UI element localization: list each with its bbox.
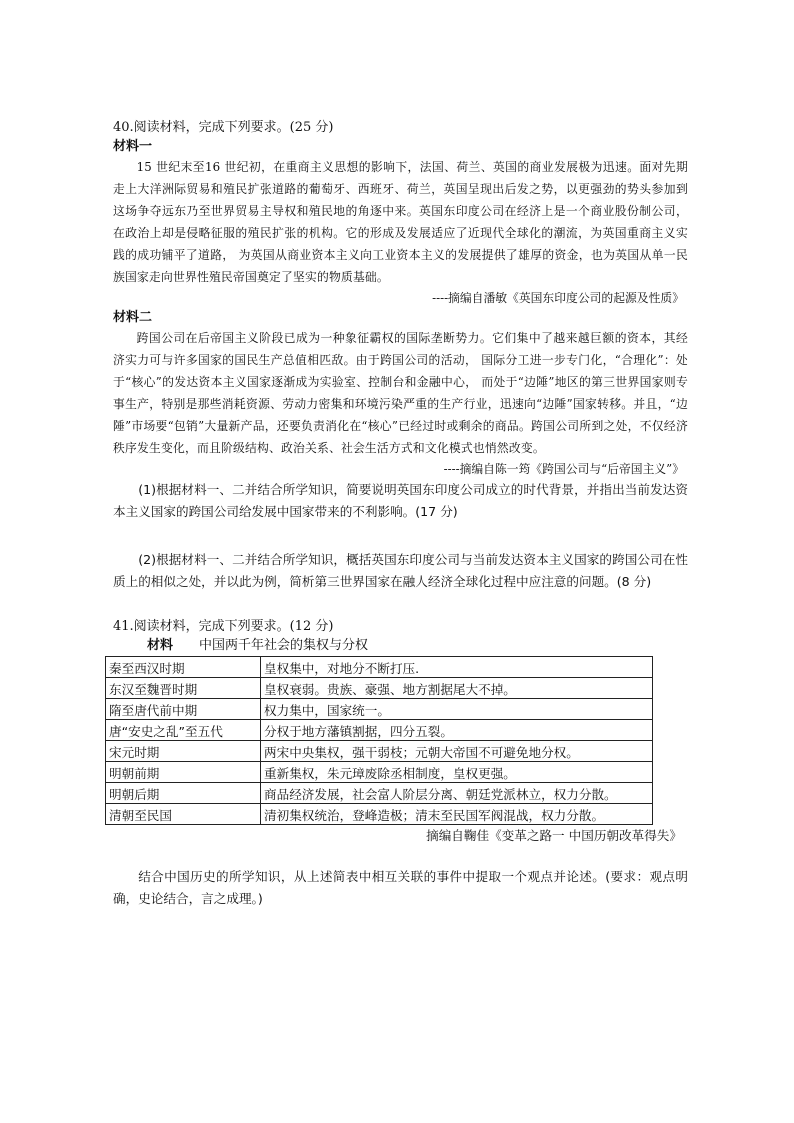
table-row: [106, 741, 653, 762]
question-41-title: 41.阅读材料，完成下列要求。(12 分): [113, 619, 334, 634]
material-label: 材料: [147, 638, 174, 653]
period-cell: 明朝后期: [106, 783, 261, 804]
material-1-label: 材料一: [113, 139, 153, 154]
period-cell: 宋元时期: [106, 741, 261, 762]
question-40-sub-1: (1)根据材料一、二并结合所学知识，简要说明英国东印度公司成立的时代背景，并指出当前发达资本主义国家的跨国公司给发展中国家带来的不利影响。(17 分): [113, 482, 688, 519]
table-source: 摘编自鞠佳《变革之路一 中国历朝改革得失》: [426, 828, 682, 843]
material-2-label: 材料二: [113, 310, 153, 325]
material-2-source: ----摘编自陈一筠《跨国公司与“后帝国主义”》: [443, 462, 684, 476]
period-cell: 秦至西汉时期: [106, 657, 261, 678]
table-row: [106, 762, 653, 783]
desc-cell: 商品经济发展，社会富人阶层分离、朝廷党派林立，权力分散。: [261, 783, 653, 804]
desc-cell: 两宋中央集权，强干弱枝；元朝大帝国不可避免地分权。: [261, 741, 653, 762]
period-cell: 清朝至民国: [106, 804, 261, 825]
desc-cell: 皇权衰弱。贵族、豪强、地方割据尾大不掉。: [261, 678, 653, 699]
table-row: [106, 699, 653, 720]
period-cell: 隋至唐代前中期: [106, 699, 261, 720]
period-cell: 唐“安史之乱”至五代: [106, 720, 261, 741]
desc-cell: 清初集权统治，登峰造极；清末至民国军阀混战，权力分散。: [261, 804, 653, 825]
table-row: [106, 720, 653, 741]
material-1-source: ----摘编自潘敏《英国东印度公司的起源及性质》: [432, 291, 684, 305]
desc-cell: 权力集中，国家统一。: [261, 699, 653, 720]
period-cell: 明朝前期: [106, 762, 261, 783]
material-2-text: 跨国公司在后帝国主义阶段已成为一种象征霸权的国际垄断势力。它们集中了越来越巨额的资本，其经济实力可与许多国家的国民生产总值相匹敌。由于跨国公司的活动， 国际分工进一步专门化，“合理化”：处于“核心”的发达资本主义国家逐渐成为实验室、控制台和金融中心， 而处于“边陲”地区的第三世界国家则专事生产，特别是那些消耗资源、劳动力密集和环境污染严重的生产行业，迅速向“边陲”国家转移。并且，“边陲”市场要“包销”大量新产品，还要负责消化在“核心”已经过时或剩余的商品。跨国公司所到之处，不仅经济秩序发生变化，而且阶级结构、政治关系、社会生活方式和文化模式也悄然改变。: [113, 331, 688, 455]
question-40-title: 40.阅读材料，完成下列要求。(25 分): [113, 120, 334, 135]
table-row: [106, 783, 653, 804]
table-row: [106, 804, 653, 825]
table-row: [106, 657, 653, 678]
question-41-prompt: 结合中国历史的所学知识，从上述简表中相互关联的事件中提取一个观点并论述。(要求：观点明确，史论结合，言之成理。): [113, 869, 688, 906]
question-40-sub-2: (2)根据材料一、二并结合所学知识，概括英国东印度公司与当前发达资本主义国家的跨国公司在性质上的相似之处，并以此为例，简析第三世界国家在融人经济全球化过程中应注意的问题。(8 分): [113, 552, 688, 589]
power-table: [105, 656, 653, 825]
period-cell: 东汉至魏晋时期: [106, 678, 261, 699]
material-1-text: 15 世纪末至16 世纪初，在重商主义思想的影响下，法国、荷兰、英国的商业发展极为迅速。面对先期走上大洋洲际贸易和殖民扩张道路的葡萄牙、西班牙、荷兰，英国呈现出后发之势，以更强劲的势头参加到这场争夺远东乃至世界贸易主导权和殖民地的角逐中来。英国东印度公司在经济上是一个商业股份制公司，在政治上却是侵略征服的殖民扩张的机构。它的形成及发展适应了近现代全球化的潮流，为英国重商主义实践的成功铺平了道路， 为英国从商业资本主义向工业资本主义的发展提供了雄厚的资金，也为英国从单一民族国家走向世界性殖民帝国奠定了坚实的物质基础。: [113, 160, 688, 284]
desc-cell: 皇权集中，对地分不断打压.: [261, 657, 653, 678]
table-title: 中国两千年社会的集权与分权: [199, 638, 369, 653]
table-caption: [147, 636, 688, 655]
table-row: [106, 678, 653, 699]
exam-page: [109, 118, 688, 910]
desc-cell: 重新集权，朱元璋废除丞相制度，皇权更强。: [261, 762, 653, 783]
desc-cell: 分权于地方藩镇割据，四分五裂。: [261, 720, 653, 741]
